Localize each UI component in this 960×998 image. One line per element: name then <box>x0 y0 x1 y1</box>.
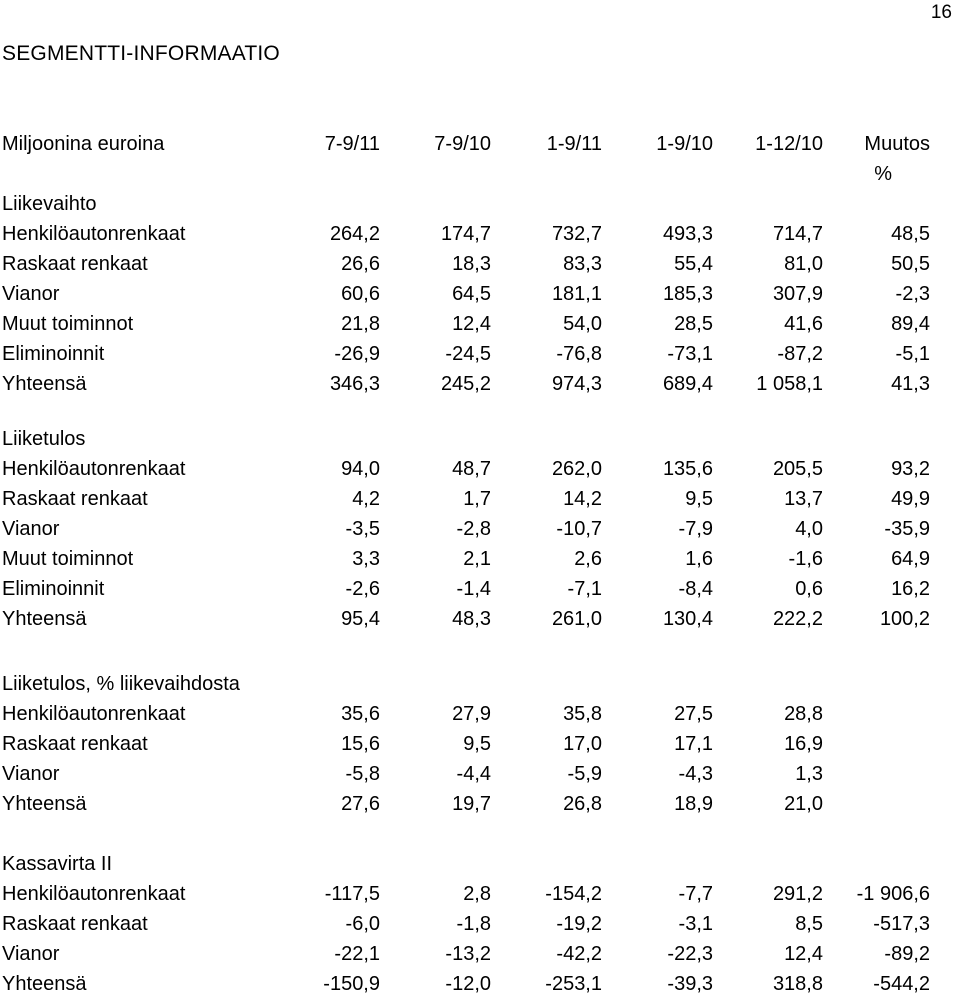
table-cell: -4,4 <box>456 763 491 785</box>
section-title-row <box>0 425 960 453</box>
row-label: Eliminoinnit <box>2 578 105 600</box>
table-cell: -253,1 <box>545 973 602 995</box>
table-row <box>0 760 960 788</box>
table-cell: -73,1 <box>667 343 713 365</box>
table-cell: -7,9 <box>678 518 713 540</box>
table-cell: 732,7 <box>551 223 602 245</box>
table-cell: -5,8 <box>345 763 380 785</box>
column-header: 1-9/10 <box>656 133 713 155</box>
table-cell: 64,9 <box>891 548 930 570</box>
table-cell: 48,7 <box>452 458 491 480</box>
table-cell: 13,7 <box>784 488 823 510</box>
table-cell: 94,0 <box>341 458 380 480</box>
section-title: Liikevaihto <box>2 193 97 215</box>
table-cell: 16,9 <box>784 733 823 755</box>
table-cell: 222,2 <box>772 608 823 630</box>
table-cell: 41,3 <box>891 373 930 395</box>
row-label: Vianor <box>2 518 60 540</box>
table-cell: 35,6 <box>341 703 380 725</box>
row-label: Vianor <box>2 763 60 785</box>
table-cell: 55,4 <box>674 253 713 275</box>
table-cell: -19,2 <box>556 913 602 935</box>
table-cell: -3,1 <box>678 913 713 935</box>
table-cell: 264,2 <box>329 223 380 245</box>
table-row <box>0 220 960 248</box>
column-header: Muutos <box>864 133 930 155</box>
column-header: 1-12/10 <box>755 133 823 155</box>
table-cell: 185,3 <box>662 283 713 305</box>
table-cell: 291,2 <box>772 883 823 905</box>
table-row <box>0 910 960 938</box>
table-cell: 35,8 <box>563 703 602 725</box>
table-header-subrow <box>0 160 960 188</box>
table-row <box>0 340 960 368</box>
table-cell: -26,9 <box>334 343 380 365</box>
table-row <box>0 310 960 338</box>
table-cell: 181,1 <box>551 283 602 305</box>
section-title: Kassavirta II <box>2 853 113 875</box>
table-cell: 26,6 <box>341 253 380 275</box>
row-label: Yhteensä <box>2 793 87 815</box>
table-cell: 14,2 <box>563 488 602 510</box>
table-cell: -517,3 <box>873 913 930 935</box>
table-row <box>0 370 960 398</box>
table-cell: -87,2 <box>777 343 823 365</box>
table-row <box>0 605 960 633</box>
table-cell: 2,6 <box>574 548 602 570</box>
table-cell: -42,2 <box>556 943 602 965</box>
table-cell: 50,5 <box>891 253 930 275</box>
table-cell: -13,2 <box>445 943 491 965</box>
table-cell: -1,8 <box>456 913 491 935</box>
table-row <box>0 575 960 603</box>
row-label: Henkilöautonrenkaat <box>2 223 186 245</box>
table-cell: -2,6 <box>345 578 380 600</box>
table-cell: -39,3 <box>667 973 713 995</box>
table-cell: 27,6 <box>341 793 380 815</box>
table-cell: 19,7 <box>452 793 491 815</box>
row-label: Raskaat renkaat <box>2 913 148 935</box>
table-cell: 9,5 <box>463 733 491 755</box>
table-cell: 15,6 <box>341 733 380 755</box>
table-cell: -24,5 <box>445 343 491 365</box>
table-cell: 12,4 <box>784 943 823 965</box>
row-label: Raskaat renkaat <box>2 488 148 510</box>
row-label: Muut toiminnot <box>2 313 134 335</box>
table-cell: 89,4 <box>891 313 930 335</box>
header-label: Miljoonina euroina <box>2 133 165 155</box>
table-row <box>0 790 960 818</box>
column-header: 7-9/10 <box>434 133 491 155</box>
row-label: Raskaat renkaat <box>2 253 148 275</box>
table-cell: 41,6 <box>784 313 823 335</box>
row-label: Henkilöautonrenkaat <box>2 703 186 725</box>
table-cell: -6,0 <box>345 913 380 935</box>
table-cell: 689,4 <box>662 373 713 395</box>
table-cell: 28,8 <box>784 703 823 725</box>
table-cell: 346,3 <box>329 373 380 395</box>
table-cell: 174,7 <box>440 223 491 245</box>
table-cell: 28,5 <box>674 313 713 335</box>
document-title: SEGMENTTI-INFORMAATIO <box>2 42 280 65</box>
table-cell: 21,8 <box>341 313 380 335</box>
table-cell: 9,5 <box>685 488 713 510</box>
table-cell: -117,5 <box>324 883 380 905</box>
table-cell: -5,9 <box>567 763 602 785</box>
table-row <box>0 280 960 308</box>
table-cell: 64,5 <box>452 283 491 305</box>
table-cell: 48,3 <box>452 608 491 630</box>
table-cell: -1 906,6 <box>856 883 930 905</box>
table-cell: 714,7 <box>772 223 823 245</box>
table-cell: -1,4 <box>456 578 491 600</box>
table-cell: 261,0 <box>551 608 602 630</box>
table-cell: 245,2 <box>440 373 491 395</box>
table-cell: -3,5 <box>345 518 380 540</box>
section-title-row <box>0 670 960 698</box>
table-cell: 48,5 <box>891 223 930 245</box>
table-cell: 18,3 <box>452 253 491 275</box>
table-cell: 307,9 <box>772 283 823 305</box>
column-header-unit: % <box>874 163 892 185</box>
section-title: Liiketulos, % liikevaihdosta <box>2 673 240 695</box>
table-cell: 100,2 <box>879 608 930 630</box>
table-row <box>0 455 960 483</box>
table-cell: 27,5 <box>674 703 713 725</box>
table-cell: 2,8 <box>463 883 491 905</box>
table-cell: -10,7 <box>556 518 602 540</box>
table-cell: -35,9 <box>884 518 930 540</box>
table-cell: 93,2 <box>891 458 930 480</box>
table-cell: 4,2 <box>352 488 380 510</box>
table-cell: -89,2 <box>884 943 930 965</box>
table-cell: 8,5 <box>795 913 823 935</box>
row-label: Yhteensä <box>2 608 87 630</box>
table-cell: 49,9 <box>891 488 930 510</box>
column-header: 1-9/11 <box>546 133 602 155</box>
table-cell: -7,1 <box>567 578 602 600</box>
table-row <box>0 700 960 728</box>
table-cell: -7,7 <box>678 883 713 905</box>
table-cell: 1 058,1 <box>756 373 823 395</box>
table-cell: 54,0 <box>563 313 602 335</box>
section-title: Liiketulos <box>2 428 86 450</box>
row-label: Vianor <box>2 943 60 965</box>
table-cell: 12,4 <box>452 313 491 335</box>
table-row <box>0 970 960 998</box>
table-row <box>0 545 960 573</box>
table-cell: -150,9 <box>323 973 380 995</box>
table-cell: 18,9 <box>674 793 713 815</box>
table-cell: 135,6 <box>662 458 713 480</box>
table-cell: 21,0 <box>784 793 823 815</box>
table-cell: -8,4 <box>678 578 713 600</box>
row-label: Eliminoinnit <box>2 343 105 365</box>
section-title-row <box>0 850 960 878</box>
table-row <box>0 485 960 513</box>
page-number: 16 <box>930 2 952 23</box>
table-cell: 4,0 <box>795 518 823 540</box>
table-cell: 95,4 <box>341 608 380 630</box>
table-cell: -2,3 <box>895 283 930 305</box>
table-row <box>0 250 960 278</box>
table-row <box>0 940 960 968</box>
table-cell: 974,3 <box>551 373 602 395</box>
table-cell: 16,2 <box>891 578 930 600</box>
table-cell: -12,0 <box>445 973 491 995</box>
table-cell: 26,8 <box>563 793 602 815</box>
table-cell: 17,0 <box>563 733 602 755</box>
row-label: Muut toiminnot <box>2 548 134 570</box>
table-cell: -2,8 <box>456 518 491 540</box>
table-cell: 1,7 <box>463 488 491 510</box>
row-label: Vianor <box>2 283 60 305</box>
table-header-row <box>0 130 960 158</box>
table-cell: 318,8 <box>772 973 823 995</box>
table-cell: 262,0 <box>551 458 602 480</box>
table-cell: -76,8 <box>556 343 602 365</box>
table-cell: 1,3 <box>795 763 823 785</box>
table-cell: 3,3 <box>352 548 380 570</box>
table-cell: -5,1 <box>895 343 930 365</box>
table-cell: -22,1 <box>334 943 380 965</box>
table-row <box>0 515 960 543</box>
table-row <box>0 730 960 758</box>
table-cell: 205,5 <box>772 458 823 480</box>
table-cell: 1,6 <box>685 548 713 570</box>
column-header: 7-9/11 <box>324 133 380 155</box>
section-title-row <box>0 190 960 218</box>
table-cell: 17,1 <box>674 733 713 755</box>
row-label: Yhteensä <box>2 973 87 995</box>
table-cell: -22,3 <box>667 943 713 965</box>
table-cell: -544,2 <box>873 973 930 995</box>
table-cell: -154,2 <box>545 883 602 905</box>
row-label: Yhteensä <box>2 373 87 395</box>
table-cell: 493,3 <box>662 223 713 245</box>
row-label: Henkilöautonrenkaat <box>2 883 186 905</box>
row-label: Raskaat renkaat <box>2 733 148 755</box>
table-cell: 81,0 <box>784 253 823 275</box>
table-cell: -4,3 <box>678 763 713 785</box>
table-cell: 0,6 <box>795 578 823 600</box>
table-cell: 2,1 <box>463 548 491 570</box>
table-cell: 27,9 <box>452 703 491 725</box>
table-cell: 60,6 <box>341 283 380 305</box>
row-label: Henkilöautonrenkaat <box>2 458 186 480</box>
table-cell: -1,6 <box>788 548 823 570</box>
table-row <box>0 880 960 908</box>
table-cell: 83,3 <box>563 253 602 275</box>
table-cell: 130,4 <box>662 608 713 630</box>
